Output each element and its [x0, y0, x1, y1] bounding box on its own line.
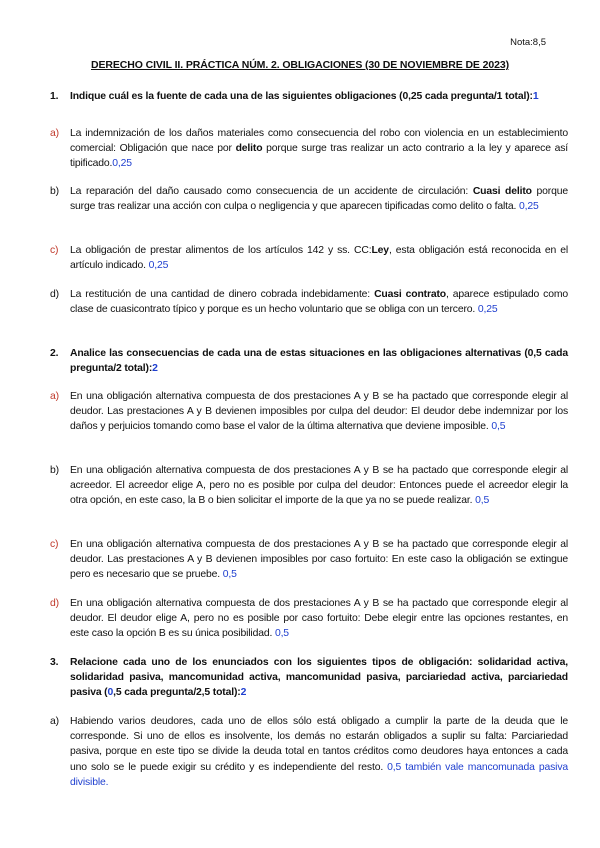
item-text-end: porque surge tras realizar una acción con culpa o negligencia y que aparecen tipificadas como delito o falta.	[70, 186, 568, 213]
item-text: En una obligación alternativa compuesta de dos prestaciones A y B se ha pactado que corresponde elegir al deudor. Las prestaciones A y B devienen imposibles por caso fortuito: En este caso la obligación se extingue pero es necesario que se pruebe.	[70, 539, 568, 581]
item-score: 0,5	[491, 421, 506, 433]
item-label: c)	[50, 539, 59, 550]
question-number: 1.	[50, 91, 59, 102]
question-text-score: 0	[107, 687, 114, 699]
q2-item-c	[50, 537, 568, 583]
item-score: 0,25	[477, 304, 498, 316]
item-text: La restitución de una cantidad de dinero cobrada indebidamente:	[70, 289, 375, 300]
question-3	[50, 655, 568, 701]
q2-item-d	[50, 596, 568, 642]
question-score: 1	[532, 91, 539, 102]
q1-item-d	[50, 287, 568, 317]
q1-item-b	[50, 184, 568, 214]
question-score: 2	[152, 363, 158, 375]
item-bold: Cuasi delito	[472, 186, 532, 197]
item-text-end: , esta obligación está reconocida en el artículo indicado.	[70, 245, 568, 272]
item-text: Habiendo varios deudores, cada uno de ellos sólo está obligado a cumplir la parte de la deuda que le corresponde. Si uno de ellos es insolvente, los demás no estarán obligados a suplir su falta: Parciariedad pasiva, porque en este tipo se divide la deuda total en tantos créditos como deudores haya entonces a cada uno solo se le puede exigir su crédito y es independiente del resto.	[70, 716, 568, 773]
question-number: 2.	[50, 348, 59, 359]
item-score: 0,5	[475, 495, 490, 507]
item-score: 0,5 también vale mancomunada pasiva divisible.	[70, 761, 569, 788]
item-text: En una obligación alternativa compuesta de dos prestaciones A y B se ha pactado que corresponde elegir al acreedor. El acreedor elige A, pero no es posible por culpa del deudor: Entonces puede el acreedor elegir la otra opción, en este caso, la B o bien solicitar el importe de la que ya no se puede realizar.	[70, 465, 568, 507]
item-bold: Ley	[371, 245, 389, 256]
q3-item-a	[50, 714, 569, 790]
question-text: Analice las consecuencias de cada una de estas situaciones en las obligaciones alternativas (0,5 cada pregunta/2 total):	[70, 348, 568, 375]
question-1	[50, 89, 568, 104]
q2-item-a	[50, 389, 568, 435]
question-2	[50, 346, 568, 376]
item-text: La reparación del daño causado como consecuencia de un accidente de circulación:	[70, 186, 473, 197]
item-score: 0,5	[274, 628, 289, 640]
item-score: 0,25	[148, 260, 169, 272]
item-text-end: , aparece estipulado como clase de cuasicontrato típico y porque es un hecho voluntario que se obliga con un tercero.	[70, 289, 568, 316]
item-label: d)	[50, 598, 59, 609]
item-text: La indemnización de los daños materiales como consecuencia del robo con violencia en un establecimiento comercial: Obligación que nace por	[70, 128, 568, 155]
q1-item-c	[50, 243, 568, 273]
item-bold: Cuasi contrato	[374, 289, 446, 300]
question-text: Indique cuál es la fuente de cada una de las siguientes obligaciones (0,25 cada pregunta/1 total):	[70, 91, 533, 102]
q2-item-b	[50, 463, 568, 509]
item-label: b)	[50, 186, 59, 197]
grade-label: Nota:8,5	[510, 37, 546, 48]
question-number: 3.	[50, 657, 59, 668]
item-text: La obligación de prestar alimentos de los artículos 142 y ss. CC:	[70, 245, 372, 256]
item-text: En una obligación alternativa compuesta de dos prestaciones A y B se ha pactado que corresponde elegir al deudor. El deudor elige A, pero no es posible por caso fortuito: Debe elegir entre las opciones restantes, en este caso la opción B es su única posibilidad.	[70, 598, 568, 640]
document-title: DERECHO CIVIL II. PRÁCTICA NÚM. 2. OBLIGACIONES (30 DE NOVIEMBRE DE 2023)	[90, 59, 510, 71]
item-bold: delito	[235, 143, 263, 155]
question-score: 2	[240, 687, 247, 699]
item-score: 0,25	[112, 158, 132, 170]
q1-item-a	[50, 126, 568, 172]
item-text: En una obligación alternativa compuesta de dos prestaciones A y B se ha pactado que corresponde elegir al deudor. Las prestaciones A y B devienen imposibles por culpa del deudor: El deudor debe indemnizar por los daños y perjuicios tomando como base el valor de la última alternativa que deviene imposible.	[70, 391, 568, 433]
item-label: a)	[50, 716, 59, 727]
item-label: a)	[50, 391, 59, 402]
item-label: c)	[50, 245, 59, 256]
item-label: a)	[50, 128, 59, 139]
item-label: d)	[50, 289, 59, 300]
question-text: Relacione cada uno de los enunciados con los siguientes tipos de obligación: solidaridad activa, solidaridad pasiva, mancomunidad activa, mancomunidad pasiva, parciariedad activa, parciariedad pasiva (	[70, 657, 568, 699]
item-label: b)	[50, 465, 59, 476]
item-score: 0,5	[222, 569, 237, 581]
item-text-end: porque surge tras realizar un acto contrario a la ley y aparece así tipificado.	[70, 143, 568, 170]
item-score: 0,25	[518, 201, 539, 213]
question-text-tail: ,5 cada pregunta/2,5 total):	[113, 687, 241, 699]
